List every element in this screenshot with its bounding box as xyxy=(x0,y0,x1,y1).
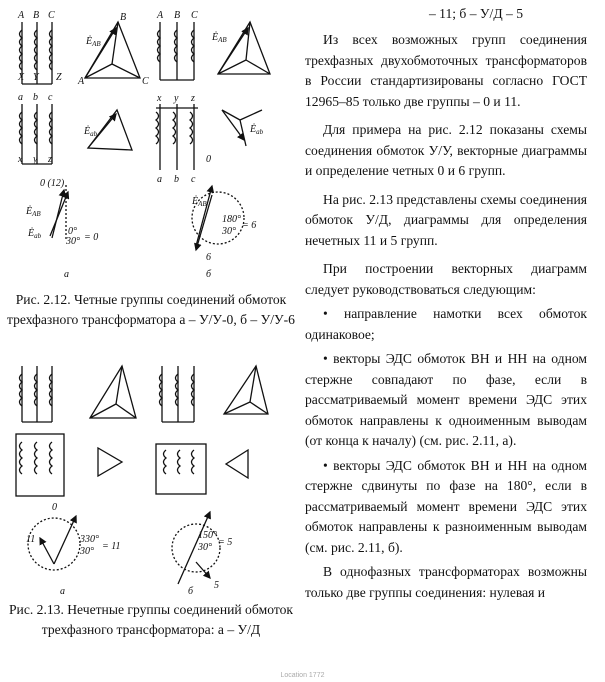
bullet-2: • векторы ЭДС обмоток ВН и НН на одном стержне совпадают по фазе, если в рассматриваемый момент времени ЭДС этих обмоток направлены к одноименным выводам (от конца к началу) (см. рис. 2.11, а). xyxy=(305,351,587,448)
label-C2: C xyxy=(191,10,198,21)
paragraph-5: В однофазных трансформаторах возможны только две группы соединения: нулевая и xyxy=(305,564,587,600)
ratio-b-res: = 6 xyxy=(242,220,257,231)
subfig-a-212: а xyxy=(64,269,69,280)
subfig-a-213: а xyxy=(60,586,65,597)
label-C: C xyxy=(48,10,55,21)
ratio-a-res: = 0 xyxy=(84,232,99,243)
label-x: x xyxy=(18,154,23,165)
figure-2-13-caption: Рис. 2.13. Нечетные группы соединений обмоток трехфазного трансформатора: а – У/Д xyxy=(8,602,294,637)
hv-windings-b xyxy=(158,22,195,80)
label-X: X xyxy=(18,72,25,83)
label-c2: c xyxy=(191,174,196,185)
ratio-b-num: 180° xyxy=(222,214,241,225)
lv-windings-b xyxy=(156,104,198,170)
vector-diagram-b-hv xyxy=(218,22,270,74)
label-a2: a xyxy=(157,174,162,185)
label-Eab2: $Ė_{ab}$ xyxy=(250,124,264,136)
label-eleven: 11 xyxy=(26,534,36,545)
subfig-b-212: б xyxy=(206,269,212,280)
figure-2-12-diagram xyxy=(0,0,300,285)
label-Eab: $Ė_{ab}$ xyxy=(84,126,98,138)
vector-diagram-213b-hv xyxy=(224,366,268,414)
label-A2: A xyxy=(157,10,164,21)
vector-diagram-213a-lv xyxy=(98,448,122,476)
vector-diagram-213a-hv xyxy=(90,366,136,418)
bullet-3: • векторы ЭДС обмоток ВН и НН на одном стержне сдвинуты по фазе на 180°, если в рассматриваемый момент времени ЭДС этих обмоток направлены к разноименным выводам (см. рис. 2.11, б). xyxy=(305,457,587,555)
text-column xyxy=(305,0,587,682)
label-Y: Y xyxy=(33,72,39,83)
label-z: z xyxy=(48,154,52,165)
figures-column xyxy=(0,0,300,682)
label-b2: b xyxy=(174,174,179,185)
lv-delta-213a xyxy=(16,434,64,496)
label-B-tri: B xyxy=(120,12,127,23)
label-Eab3: $Ė_{ab}$ xyxy=(28,228,42,240)
label-EAB: $Ė_{AB}$ xyxy=(86,36,101,48)
label-zero-b: 0 xyxy=(206,154,211,165)
paragraph-2: Для примера на рис. 2.12 показаны схемы соединения обмоток У/У, векторные диаграммы и определение четных 0 и 6 групп. xyxy=(305,122,587,178)
label-y: y xyxy=(33,154,38,165)
ratio-a-den: 30° xyxy=(66,236,80,247)
figure-2-12-caption: Рис. 2.12. Четные группы соединений обмоток трехфазного трансформатора а – У/У-0, б – У/У-6 xyxy=(7,292,295,327)
label-c: c xyxy=(48,92,53,103)
ratio-213a-num: 330° xyxy=(80,534,99,545)
label-A: A xyxy=(18,10,25,21)
ratio-213a-res: = 11 xyxy=(102,541,121,552)
label-EAB4: $Ė_{AB}$ xyxy=(192,196,207,208)
label-zero-213a: 0 xyxy=(52,502,57,513)
top-line: – 11; б – У/Д – 5 xyxy=(428,6,523,21)
location-footer: Location 1772 xyxy=(280,672,325,679)
label-six: 6 xyxy=(206,252,211,263)
hv-windings-213a xyxy=(20,366,53,422)
label-y2: y xyxy=(174,93,179,104)
subfig-b-213: б xyxy=(188,586,194,597)
label-B2: B xyxy=(174,10,181,21)
label-zero12: 0 (12) xyxy=(40,178,65,189)
label-a: a xyxy=(18,92,23,103)
label-x2: x xyxy=(157,93,162,104)
clock-diagram-213b xyxy=(172,512,220,584)
figure-2-13-diagram xyxy=(0,352,300,597)
bullet-1: • направление намотки всех обмоток одинаковое; xyxy=(305,306,587,342)
label-B: B xyxy=(33,10,40,21)
ratio-b-den: 30° xyxy=(222,226,236,237)
vector-diagram-a-hv xyxy=(85,22,140,78)
lv-delta-213b xyxy=(156,444,206,494)
hv-windings-213b xyxy=(160,366,195,422)
label-C-tri: C xyxy=(142,76,149,87)
label-b: b xyxy=(33,92,38,103)
paragraph-4: При построении векторных диаграмм следует руководствоваться следующим: xyxy=(305,261,587,297)
ratio-213b-den: 30° xyxy=(198,542,212,553)
paragraph-3: На рис. 2.13 представлены схемы соединения обмоток У/Д, диаграммы для определения нечетных 11 и 5 групп. xyxy=(305,191,587,248)
ratio-a-num: 0° xyxy=(68,226,77,237)
label-EAB3: $Ė_{AB}$ xyxy=(26,206,41,218)
ratio-213b-res: = 5 xyxy=(218,537,233,548)
label-Z: Z xyxy=(56,72,62,83)
ratio-213b-num: 150° xyxy=(198,530,217,541)
label-five: 5 xyxy=(214,580,219,591)
label-A-tri: A xyxy=(78,76,85,87)
label-EAB2: $Ė_{AB}$ xyxy=(212,32,227,44)
ratio-213a-den: 30° xyxy=(80,546,94,557)
vector-diagram-213b-lv xyxy=(226,450,248,478)
clock-diagram-213a xyxy=(28,516,80,570)
paragraph-1: Из всех возможных групп соединения трехфазных двухобмоточных трансформаторов в России стандартизированы согласно ГОСТ 12965–85 только две группы – 0 и 11. xyxy=(305,32,587,109)
clock-diagram-a xyxy=(50,185,68,240)
label-z2: z xyxy=(191,93,195,104)
